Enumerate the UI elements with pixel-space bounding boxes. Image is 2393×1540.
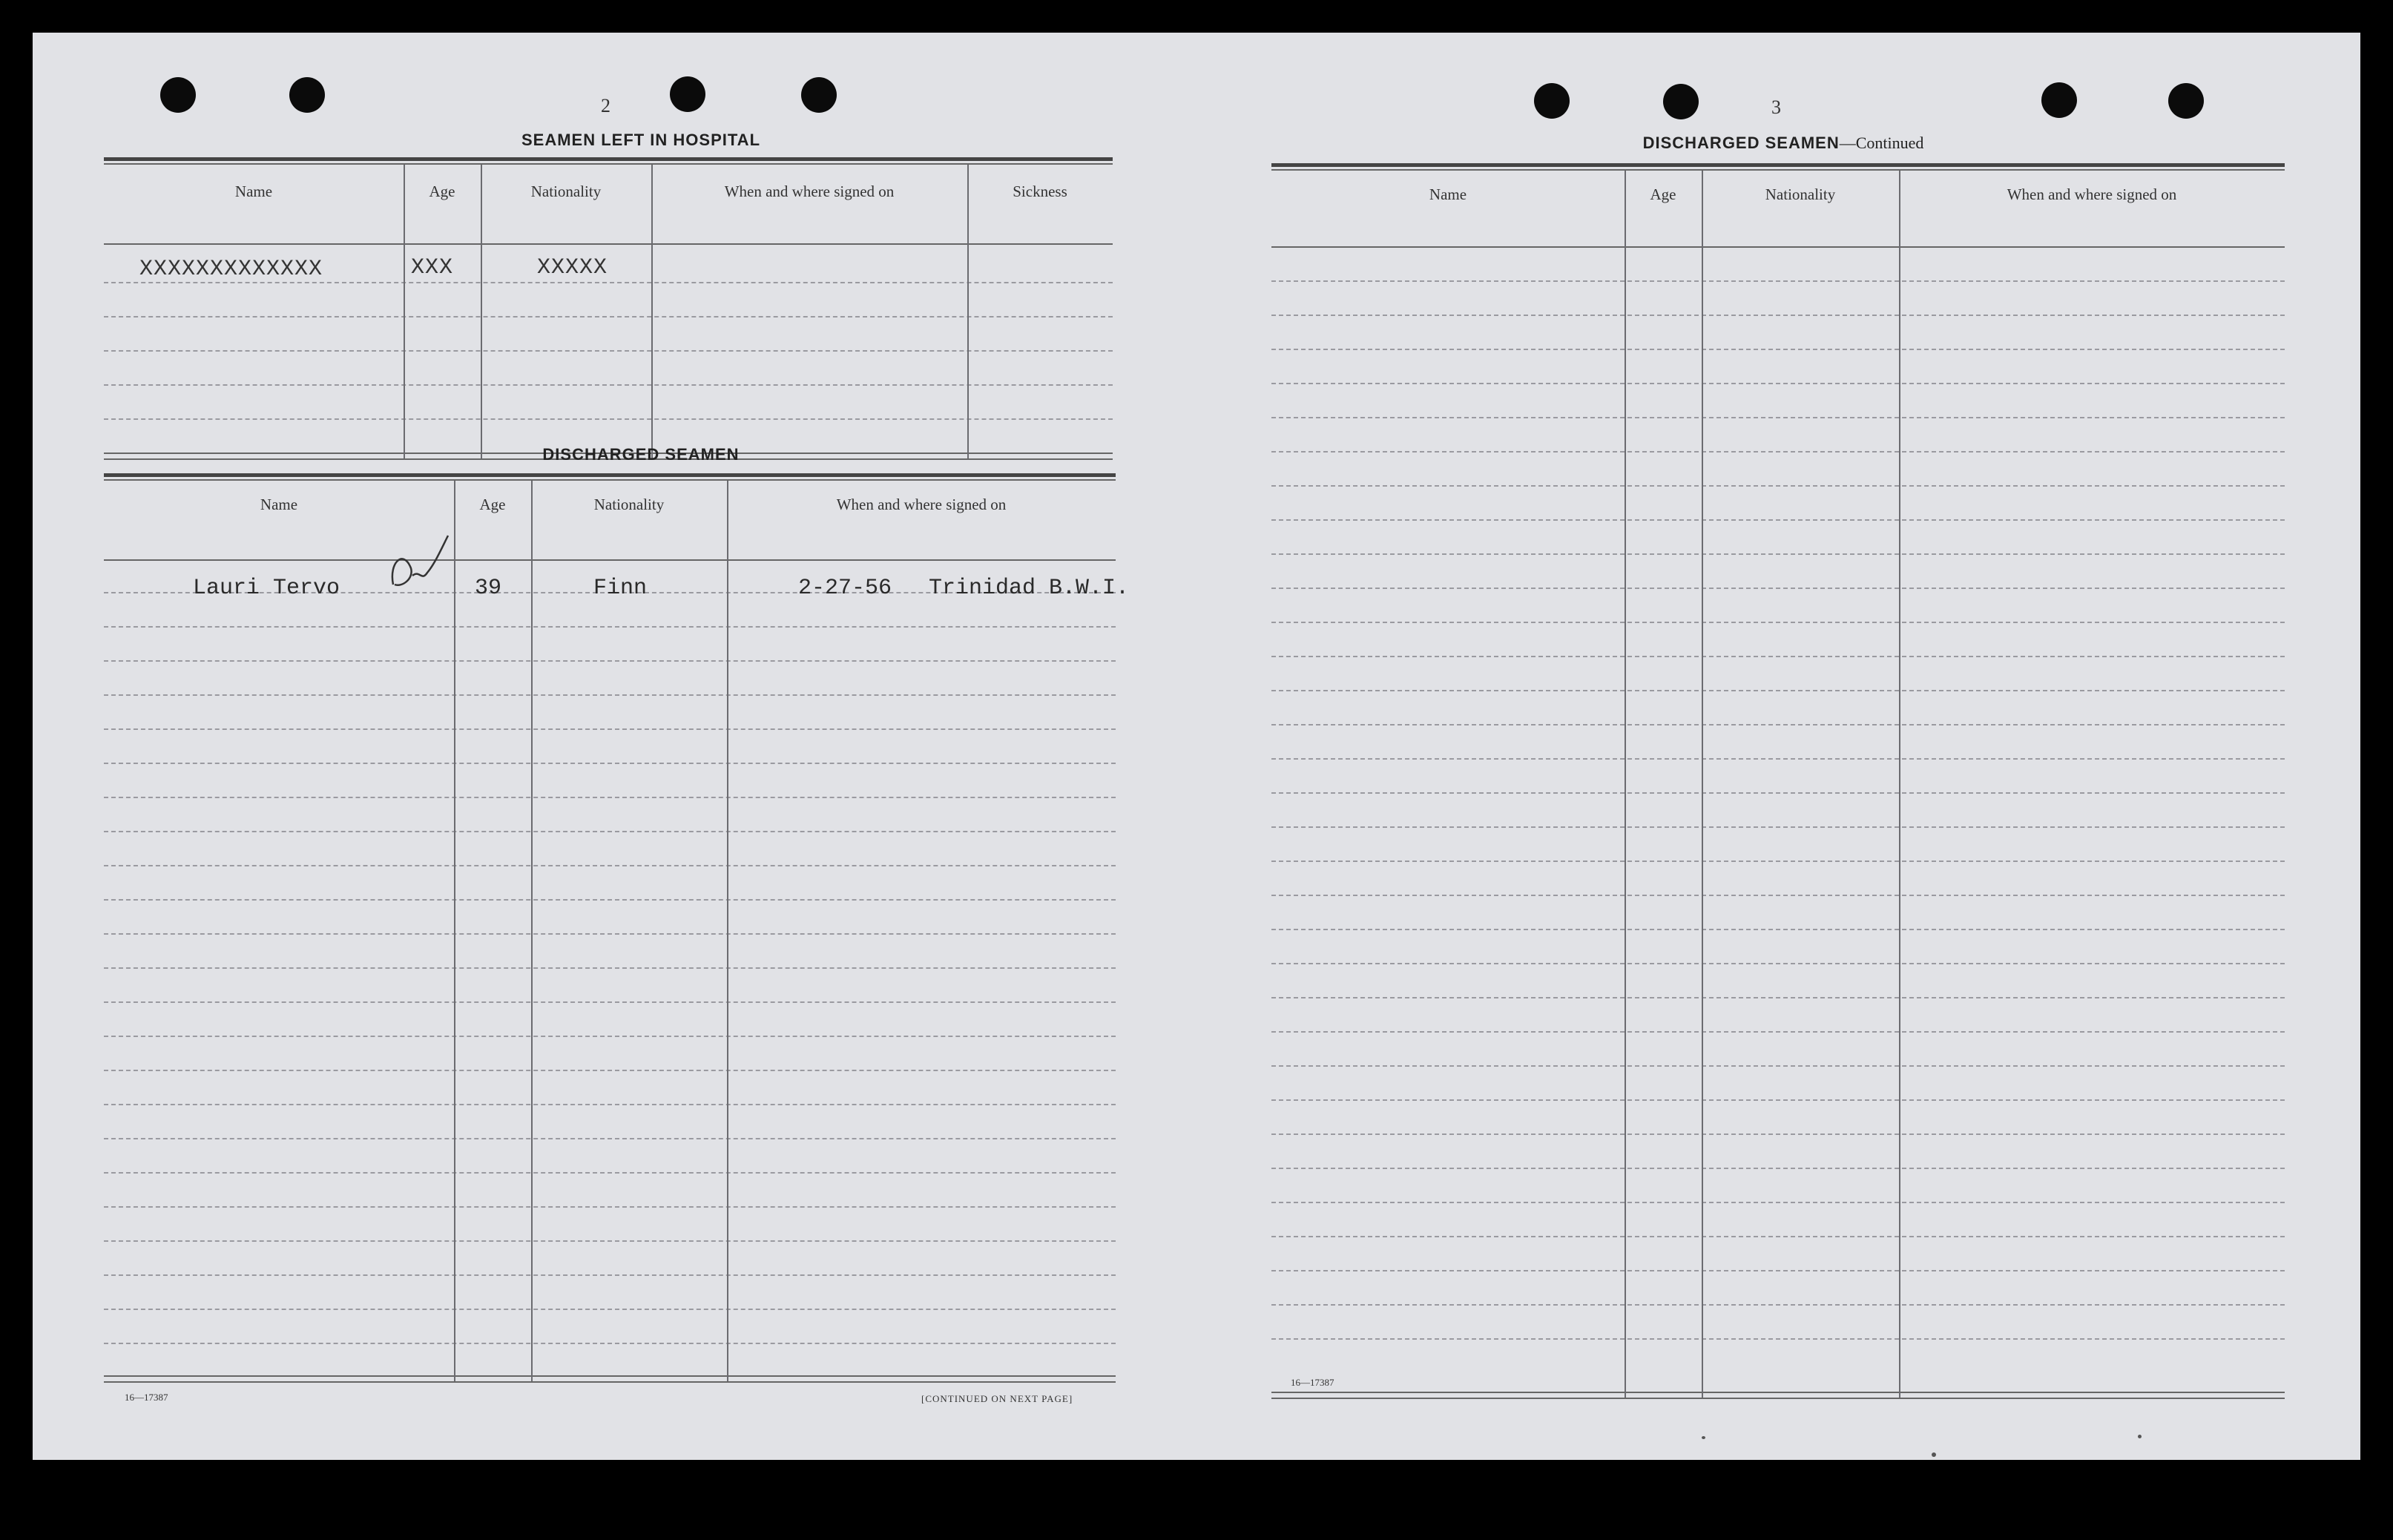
header-name: Name — [260, 496, 298, 513]
discharged-place: Trinidad B.W.I. — [929, 576, 1130, 601]
header-age: Age — [1650, 185, 1676, 203]
right-form-number: 16—17387 — [1291, 1377, 1334, 1388]
header-sickness: Sickness — [1013, 182, 1067, 200]
hospital-table — [104, 157, 1113, 463]
punch-hole — [160, 77, 196, 113]
continued-note: [CONTINUED ON NEXT PAGE] — [921, 1393, 1073, 1404]
header-signed-on: When and where signed on — [836, 496, 1007, 513]
discharged-table — [104, 473, 1130, 1383]
paper-speck — [2138, 1435, 2142, 1438]
header-nationality: Nationality — [530, 182, 602, 200]
right-page-number: 3 — [1771, 96, 1781, 118]
punch-hole — [2041, 82, 2077, 118]
struck-name: XXXXXXXXXXXXX — [139, 257, 323, 282]
discharged-section-title: DISCHARGED SEAMEN — [542, 445, 740, 464]
header-name: Name — [1429, 185, 1467, 203]
discharged-date: 2-27-56 — [798, 576, 892, 601]
discharged-age: 39 — [475, 576, 502, 601]
header-age: Age — [429, 182, 455, 200]
hospital-section-title: SEAMEN LEFT IN HOSPITAL — [521, 131, 761, 149]
left-page-number: 2 — [601, 95, 610, 116]
punch-hole — [289, 77, 325, 113]
punch-hole — [1663, 84, 1699, 119]
punch-hole — [2168, 83, 2204, 119]
header-age: Age — [479, 496, 506, 513]
paper-speck — [1932, 1452, 1936, 1457]
header-name: Name — [234, 182, 273, 200]
struck-age: XXX — [411, 255, 454, 280]
struck-nationality: XXXXX — [537, 255, 608, 280]
punch-hole — [1534, 83, 1570, 119]
discharged-name: Lauri Tervo — [193, 576, 340, 601]
right-page-title — [1576, 134, 1991, 153]
handwritten-initials — [386, 533, 460, 599]
right-title-bold: DISCHARGED SEAMEN — [1642, 134, 1840, 152]
record-sheet — [33, 33, 2360, 1460]
right-title-continued: —Continued — [1839, 134, 1924, 152]
header-signed-on: When and where signed on — [724, 182, 895, 200]
header-nationality: Nationality — [1765, 185, 1836, 203]
paper-speck — [1702, 1436, 1705, 1439]
left-form-number: 16—17387 — [125, 1392, 168, 1403]
header-nationality: Nationality — [593, 496, 665, 513]
punch-hole — [801, 77, 837, 113]
punch-hole — [670, 76, 705, 112]
discharged-nationality: Finn — [593, 576, 648, 601]
discharged-continued-table — [1271, 163, 2285, 1404]
header-signed-on: When and where signed on — [2007, 185, 2177, 203]
